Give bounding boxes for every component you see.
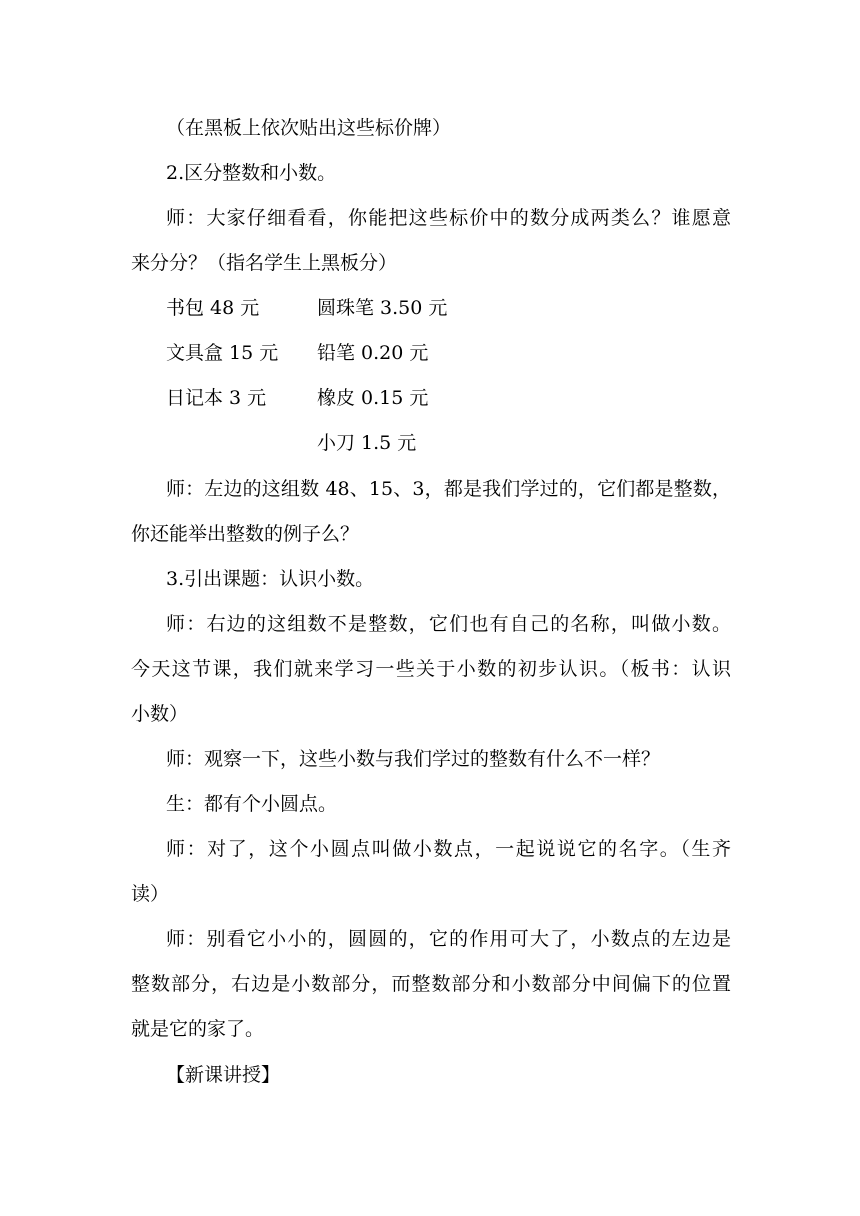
paragraph-line: 2.区分整数和小数。 [166, 162, 337, 184]
paragraph-line: 生：都有个小圆点。 [166, 793, 338, 815]
price-left-item: 日记本 3 元 [166, 387, 267, 409]
paragraph-line: 来分分？（指名学生上黑板分） [131, 252, 398, 274]
price-left-item: 书包 48 元 [166, 297, 260, 319]
section-heading: 【新课讲授】 [166, 1064, 281, 1086]
paragraph-line: 师：观察一下，这些小数与我们学过的整数有什么不一样？ [166, 748, 661, 770]
paragraph-line: 小数） [131, 703, 189, 725]
paragraph-line: 师：左边的这组数 48、15、3，都是我们学过的，它们都是整数， [166, 478, 731, 500]
paragraph-line: （在黑板上依次贴出这些标价牌） [166, 117, 452, 139]
price-left-item: 文具盒 15 元 [166, 342, 279, 364]
price-right-item: 圆珠笔 3.50 元 [317, 297, 448, 319]
paragraph-line: 师：对了，这个小圆点叫做小数点，一起说说它的名字。（生齐 [166, 838, 731, 860]
price-right-item: 小刀 1.5 元 [317, 432, 417, 454]
paragraph-line: 你还能举出整数的例子么？ [131, 523, 360, 545]
paragraph-line: 今天这节课，我们就来学习一些关于小数的初步认识。（板书：认识 [131, 658, 731, 680]
paragraph-line: 师：右边的这组数不是整数，它们也有自己的名称，叫做小数。 [166, 613, 731, 635]
paragraph-line: 整数部分，右边是小数部分，而整数部分和小数部分中间偏下的位置 [131, 973, 731, 995]
paragraph-line: 读） [131, 883, 170, 905]
paragraph-line: 就是它的家了。 [131, 1018, 265, 1040]
price-right-item: 铅笔 0.20 元 [317, 342, 429, 364]
paragraph-line: 师：大家仔细看看，你能把这些标价中的数分成两类么？谁愿意 [166, 207, 731, 229]
price-right-item: 橡皮 0.15 元 [317, 387, 429, 409]
paragraph-line: 3.引出课题：认识小数。 [166, 568, 375, 590]
paragraph-line: 师：别看它小小的，圆圆的，它的作用可大了，小数点的左边是 [166, 928, 731, 950]
